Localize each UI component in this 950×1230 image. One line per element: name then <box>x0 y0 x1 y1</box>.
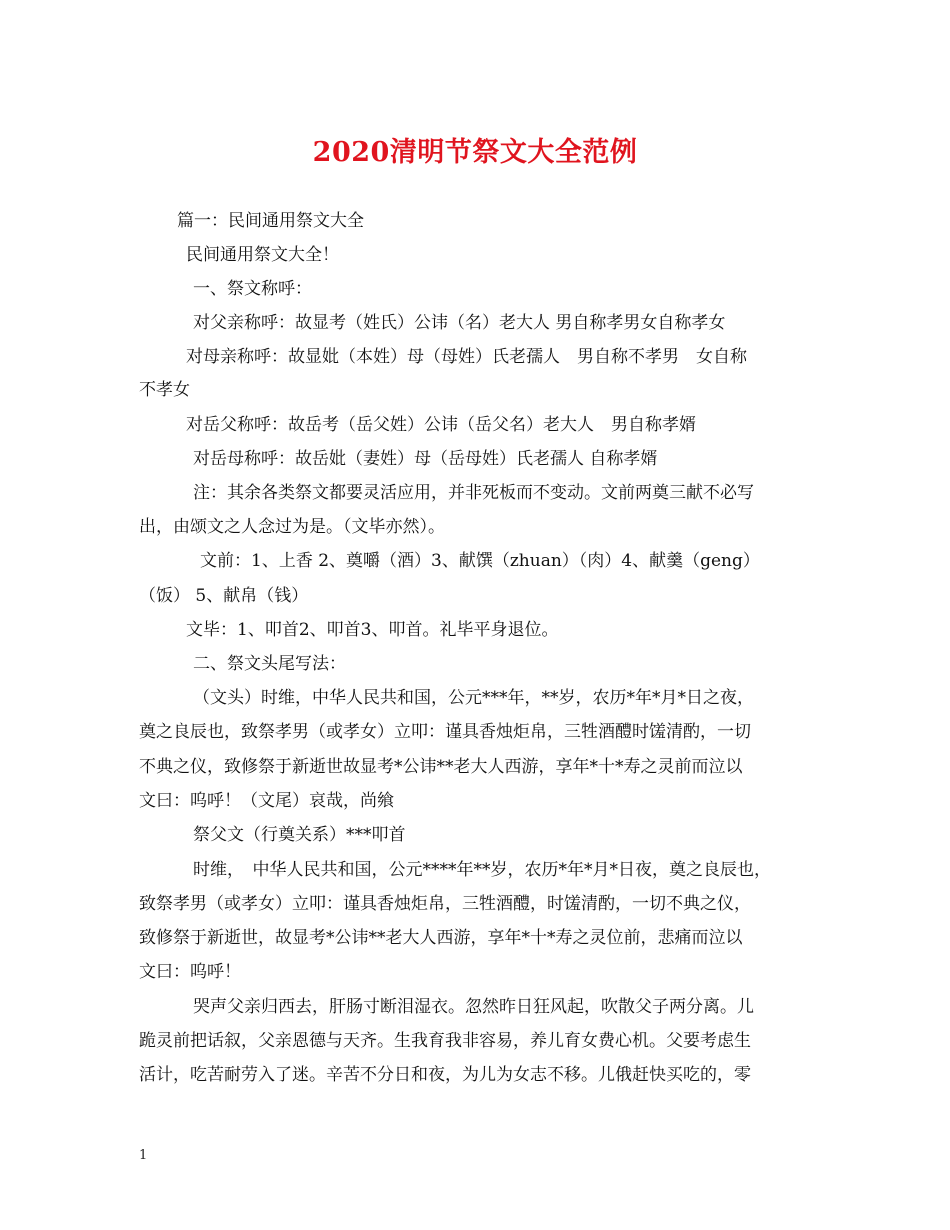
text-line: （文头）时维，中华人民共和国，公元***年，**岁，农历*年*月*日之夜， <box>193 688 754 708</box>
text-line: 一、祭文称呼： <box>193 279 312 299</box>
text-line: 不孝女 <box>139 380 190 400</box>
text-line: 致修祭于新逝世，故显考*公讳**老大人西游，享年*十*寿之灵位前，悲痛而泣以 <box>139 928 743 948</box>
text-line: 时维， 中华人民共和国，公元****年**岁，农历*年*月*日夜，奠之良辰也， <box>193 860 771 880</box>
text-line: 篇一：民间通用祭文大全 <box>177 211 364 231</box>
text-line: 对父亲称呼：故显考（姓氏）公讳（名）老大人 男自称孝男女自称孝女 <box>193 313 726 333</box>
text-line: 对母亲称呼：故显妣（本姓）母（母姓）氏老孺人 男自称不孝男 女自称 <box>186 347 747 367</box>
text-line: （饭） 5、献帛（钱） <box>139 586 309 606</box>
text-line: 祭父文（行奠关系）***叩首 <box>193 825 406 845</box>
text-line: 对岳母称呼：故岳妣（妻姓）母（岳母姓）氏老孺人 自称孝婿 <box>193 449 658 469</box>
text-line: 文曰：呜呼！ <box>139 962 241 982</box>
text-line: 民间通用祭文大全！ <box>186 245 339 265</box>
text-line: 跪灵前把话叙，父亲恩德与天齐。生我育我非容易，养儿育女费心机。父要考虑生 <box>139 1031 751 1051</box>
text-line: 二、祭文头尾写法： <box>193 654 346 674</box>
document-title: 2020清明节祭文大全范例 <box>312 137 638 168</box>
text-line: 不典之仪，致修祭于新逝世故显考*公讳**老大人西游，享年*十*寿之灵前而泣以 <box>139 757 743 777</box>
text-line: 活计，吃苦耐劳入了迷。辛苦不分日和夜，为儿为女志不移。儿俄赶快买吃的，零 <box>139 1065 751 1085</box>
page-number: 1 <box>139 1148 148 1163</box>
text-line: 文曰：呜呼！（文尾）哀哉，尚飨 <box>139 791 394 811</box>
text-line: 文前：1、上香 2、奠嚼（酒）3、献馔（zhuan）（肉）4、献羹（geng） <box>200 551 760 571</box>
text-line: 出，由颂文之人念过为是。（文毕亦然）。 <box>139 517 445 537</box>
text-line: 文毕：1、叩首2、叩首3、叩首。礼毕平身退位。 <box>186 620 559 640</box>
text-line: 致祭孝男（或孝女）立叩：谨具香烛炬帛，三牲酒醴，时馐清酌，一切不典之仪， <box>139 894 751 914</box>
text-line: 注：其余各类祭文都要灵活应用，并非死板而不变动。文前两奠三献不必写 <box>193 483 754 503</box>
text-line: 哭声父亲归西去，肝肠寸断泪湿衣。忽然昨日狂风起，吹散父子两分离。儿 <box>193 997 754 1017</box>
text-line: 奠之良辰也，致祭孝男（或孝女）立叩：谨具香烛炬帛，三牲酒醴时馐清酌，一切 <box>139 722 751 742</box>
text-line: 对岳父称呼：故岳考（岳父姓）公讳（岳父名）老大人 男自称孝婿 <box>186 415 696 435</box>
